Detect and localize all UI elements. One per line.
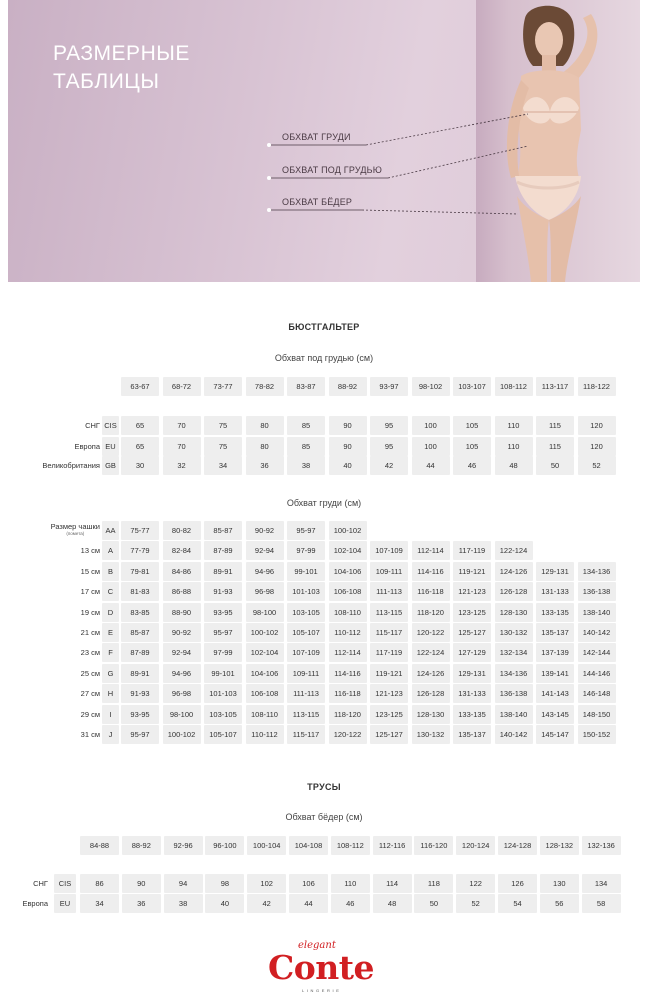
row-label: Великобритания (42, 461, 100, 470)
bust-cell: 100-102 (163, 725, 201, 744)
panties-section-title: ТРУСЫ (307, 782, 341, 792)
bust-cell: 83-85 (121, 603, 159, 622)
bust-cell: 123-125 (370, 705, 408, 724)
bust-cell: 107-109 (287, 643, 325, 662)
logo-sub: LINGERIE (302, 988, 342, 993)
bust-cell: 104-106 (329, 562, 367, 581)
bust-cell: 95-97 (121, 725, 159, 744)
bust-cell: 145-147 (536, 725, 574, 744)
hero-title-line1: РАЗМЕРНЫЕ (53, 42, 190, 65)
row-label-text: 27 см (80, 689, 100, 699)
size-cell: 34 (80, 894, 119, 913)
hip-range-cell: 104-108 (289, 836, 328, 855)
underbust-dot (267, 176, 271, 180)
size-cell: 94 (164, 874, 203, 893)
bust-cell: 91-93 (121, 684, 159, 703)
bust-cell: 81-83 (121, 582, 159, 601)
row-label (81, 725, 100, 744)
underbust-range-cell: 68-72 (163, 377, 201, 396)
row-label-note: (помета) (66, 531, 85, 536)
underbust-range-cell: 108-112 (495, 377, 533, 396)
bust-cell: 112-114 (329, 643, 367, 662)
bust-cell: 133-135 (453, 705, 491, 724)
panties-size-row (0, 894, 648, 913)
cup-code: J (102, 725, 119, 744)
bust-cell: 134-136 (578, 562, 616, 581)
row-code: GB (102, 456, 119, 475)
hip-range-cell: 116-120 (414, 836, 453, 855)
hero-title-line2: ТАБЛИЦЫ (53, 70, 160, 93)
bust-cell: 102-104 (246, 643, 284, 662)
bust-cell: 116-118 (412, 582, 450, 601)
bust-cell: 99-101 (204, 664, 242, 683)
size-cell: 42 (370, 456, 408, 475)
bust-cell: 146-148 (578, 684, 616, 703)
row-label-text: 13 см (80, 546, 100, 556)
size-cell: 95 (370, 416, 408, 435)
bust-label: ОБХВАТ ГРУДИ (282, 132, 351, 142)
hip-range-cell: 132-136 (582, 836, 621, 855)
bust-cell: 125-127 (453, 623, 491, 642)
bust-cell: 105-107 (204, 725, 242, 744)
size-cell: 80 (246, 416, 284, 435)
size-cell: 106 (289, 874, 328, 893)
bust-cell: 128-130 (495, 603, 533, 622)
bust-cell: 101-103 (204, 684, 242, 703)
logo-tagline: elegant (298, 940, 336, 951)
bust-cell: 123-125 (453, 603, 491, 622)
underbust-range-cell: 118-122 (578, 377, 616, 396)
hip-range-cell: 96-100 (205, 836, 244, 855)
size-cell: 75 (204, 437, 242, 456)
bust-cell: 144-146 (578, 664, 616, 683)
size-cell: 75 (204, 416, 242, 435)
bust-cell: 77-79 (121, 541, 159, 560)
bust-cell: 148-150 (578, 705, 616, 724)
bust-cell: 130-132 (495, 623, 533, 642)
size-cell: 36 (246, 456, 284, 475)
row-label (81, 582, 100, 601)
bust-cell: 129-131 (536, 562, 574, 581)
row-label-text: 19 см (80, 607, 100, 617)
row-label-text: 17 см (80, 587, 100, 597)
row-label (51, 522, 100, 541)
row-label: Европа (22, 899, 48, 908)
size-cell: 54 (498, 894, 537, 913)
underbust-header-row (0, 377, 648, 396)
hips-header-row (0, 836, 648, 855)
bust-cell: 130-132 (412, 725, 450, 744)
bust-cell: 105-107 (287, 623, 325, 642)
size-cell: 105 (453, 416, 491, 435)
bust-cell: 141-143 (536, 684, 574, 703)
row-label (81, 623, 100, 642)
cup-code: G (102, 664, 119, 683)
bust-cell: 93-95 (121, 705, 159, 724)
size-cell: 122 (456, 874, 495, 893)
size-cell: 65 (121, 437, 159, 456)
row-label-text: 15 см (80, 566, 100, 576)
hip-range-cell: 120-124 (456, 836, 495, 855)
bust-cell: 95-97 (287, 521, 325, 540)
bust-cell: 126-128 (412, 684, 450, 703)
bra-size-row (0, 437, 648, 456)
bust-cell: 84-86 (163, 562, 201, 581)
size-cell: 134 (582, 874, 621, 893)
row-label (81, 664, 100, 683)
underbust-range-cell: 83-87 (287, 377, 325, 396)
bust-cell: 134-136 (495, 664, 533, 683)
bust-cell: 109-111 (370, 562, 408, 581)
bra-cup-row (0, 623, 648, 642)
bust-cell: 92-94 (246, 541, 284, 560)
bust-cell: 89-91 (121, 664, 159, 683)
underbust-range-cell: 78-82 (246, 377, 284, 396)
bust-cell: 126-128 (495, 582, 533, 601)
cup-code: C (102, 582, 119, 601)
size-cell: 52 (456, 894, 495, 913)
size-cell: 102 (247, 874, 286, 893)
row-label: СНГ (85, 421, 100, 430)
bust-cell: 87-89 (204, 541, 242, 560)
bust-cell: 94-96 (163, 664, 201, 683)
size-cell: 90 (329, 437, 367, 456)
bust-cell: 136-138 (578, 582, 616, 601)
bust-cell: 114-116 (412, 562, 450, 581)
bust-cell: 117-119 (370, 643, 408, 662)
bust-cell: 140-142 (578, 623, 616, 642)
size-cell: 38 (164, 894, 203, 913)
bust-cell: 80-82 (163, 521, 201, 540)
row-code: EU (54, 894, 76, 913)
size-cell: 36 (122, 894, 161, 913)
bra-cup-row (0, 603, 648, 622)
bust-cell: 115-117 (370, 623, 408, 642)
size-cell: 115 (536, 416, 574, 435)
bust-cell: 112-114 (412, 541, 450, 560)
size-cell: 65 (121, 416, 159, 435)
bust-cell: 122-124 (412, 643, 450, 662)
logo-brand: Conte (268, 948, 375, 987)
hips-caption: Обхват бёдер (см) (285, 812, 363, 822)
bust-cell: 89-91 (204, 562, 242, 581)
underbust-range-cell: 93-97 (370, 377, 408, 396)
bust-cell: 113-115 (287, 705, 325, 724)
bust-cell: 85-87 (121, 623, 159, 642)
bust-cell: 121-123 (370, 684, 408, 703)
size-cell: 50 (536, 456, 574, 475)
bust-cell: 117-119 (453, 541, 491, 560)
bust-cell: 122-124 (495, 541, 533, 560)
bust-cell: 127-129 (453, 643, 491, 662)
bust-cell: 111-113 (287, 684, 325, 703)
hip-range-cell: 100-104 (247, 836, 286, 855)
size-cell: 85 (287, 416, 325, 435)
bust-cell: 82-84 (163, 541, 201, 560)
cup-code: AA (102, 521, 119, 540)
underbust-range-cell: 73-77 (204, 377, 242, 396)
size-cell: 98 (205, 874, 244, 893)
row-label-text: 23 см (80, 648, 100, 658)
size-cell: 44 (289, 894, 328, 913)
bust-cell: 124-126 (495, 562, 533, 581)
hip-range-cell: 124-128 (498, 836, 537, 855)
bust-cell: 90-92 (246, 521, 284, 540)
row-label-text: 31 см (80, 730, 100, 739)
bust-cell: 98-100 (246, 603, 284, 622)
row-label (81, 541, 100, 560)
bust-cell: 107-109 (370, 541, 408, 560)
underbust-range-cell: 103-107 (453, 377, 491, 396)
row-label (81, 643, 100, 662)
bust-cell: 131-133 (453, 684, 491, 703)
bust-cell: 100-102 (329, 521, 367, 540)
cup-code: B (102, 562, 119, 581)
bust-cell: 108-110 (246, 705, 284, 724)
bust-cell: 136-138 (495, 684, 533, 703)
hip-range-cell: 84-88 (80, 836, 119, 855)
bra-cup-row (0, 684, 648, 703)
underbust-range-cell: 113-117 (536, 377, 574, 396)
bust-cell: 143-145 (536, 705, 574, 724)
underbust-range-cell: 98-102 (412, 377, 450, 396)
bust-cell: 118-120 (329, 705, 367, 724)
bust-cell: 120-122 (412, 623, 450, 642)
size-cell: 100 (412, 437, 450, 456)
size-cell: 70 (163, 416, 201, 435)
size-cell: 90 (122, 874, 161, 893)
bra-section-title: БЮСТГАЛЬТЕР (288, 322, 360, 332)
size-cell: 95 (370, 437, 408, 456)
size-cell: 48 (373, 894, 412, 913)
row-label (81, 603, 100, 622)
bust-cell: 88-90 (163, 603, 201, 622)
size-cell: 34 (204, 456, 242, 475)
conte-logo (262, 938, 392, 996)
bust-cell: 98-100 (163, 705, 201, 724)
size-cell: 52 (578, 456, 616, 475)
bust-cell: 79-81 (121, 562, 159, 581)
bust-cell: 114-116 (329, 664, 367, 683)
bust-cell: 95-97 (204, 623, 242, 642)
bust-cell: 120-122 (329, 725, 367, 744)
row-label-text: 29 см (80, 709, 100, 719)
size-cell: 110 (495, 416, 533, 435)
row-label: СНГ (33, 879, 48, 888)
size-cell: 40 (329, 456, 367, 475)
size-cell: 90 (329, 416, 367, 435)
size-cell: 46 (331, 894, 370, 913)
bra-size-row (0, 416, 648, 435)
underbust-range-cell: 88-92 (329, 377, 367, 396)
bust-cell: 106-108 (329, 582, 367, 601)
size-cell: 120 (578, 437, 616, 456)
bust-cell: 125-127 (370, 725, 408, 744)
bra-cup-row (0, 562, 648, 581)
size-cell: 114 (373, 874, 412, 893)
bust-cell: 133-135 (536, 603, 574, 622)
underbust-caption: Обхват под грудью (см) (274, 353, 374, 363)
size-cell: 70 (163, 437, 201, 456)
bust-cell: 96-98 (163, 684, 201, 703)
bust-cell: 137-139 (536, 643, 574, 662)
hero-banner (8, 0, 640, 282)
cup-code: A (102, 541, 119, 560)
hip-range-cell: 88-92 (122, 836, 161, 855)
bust-cell: 109-111 (287, 664, 325, 683)
bra-cup-row (0, 705, 648, 724)
bust-cell: 103-105 (204, 705, 242, 724)
bust-cell: 106-108 (246, 684, 284, 703)
bust-cell: 100-102 (246, 623, 284, 642)
size-cell: 46 (453, 456, 491, 475)
hip-range-cell: 128-132 (540, 836, 579, 855)
bust-cell: 94-96 (246, 562, 284, 581)
bust-cell: 150-152 (578, 725, 616, 744)
bust-cell: 135-137 (536, 623, 574, 642)
size-cell: 120 (578, 416, 616, 435)
bust-cell: 138-140 (495, 705, 533, 724)
row-label (81, 684, 100, 703)
size-cell: 118 (414, 874, 453, 893)
row-code: EU (102, 437, 119, 456)
underbust-range-cell: 63-67 (121, 377, 159, 396)
bust-cell: 124-126 (412, 664, 450, 683)
row-label: Европа (74, 442, 100, 451)
row-label-text: Размер чашки (50, 522, 100, 531)
bust-cell: 86-88 (163, 582, 201, 601)
bust-cell: 138-140 (578, 603, 616, 622)
bust-cell: 104-106 (246, 664, 284, 683)
row-code: CIS (102, 416, 119, 435)
size-cell: 38 (287, 456, 325, 475)
bra-cup-row (0, 521, 648, 540)
bra-cup-row (0, 582, 648, 601)
bust-caption: Обхват груди (см) (286, 498, 362, 508)
bra-cup-row (0, 664, 648, 683)
underbust-label: ОБХВАТ ПОД ГРУДЬЮ (282, 165, 383, 175)
bust-cell: 142-144 (578, 643, 616, 662)
row-label-text: 21 см (80, 628, 100, 637)
size-cell: 40 (205, 894, 244, 913)
size-cell: 56 (540, 894, 579, 913)
bust-cell: 108-110 (329, 603, 367, 622)
row-label (81, 562, 100, 581)
bust-cell: 91-93 (204, 582, 242, 601)
hips-dot (267, 208, 271, 212)
bust-cell: 139-141 (536, 664, 574, 683)
cup-code: H (102, 684, 119, 703)
bust-cell: 96-98 (246, 582, 284, 601)
bust-cell: 85-87 (204, 521, 242, 540)
cup-code: D (102, 603, 119, 622)
hip-range-cell: 92-96 (164, 836, 203, 855)
bust-cell: 140-142 (495, 725, 533, 744)
hip-range-cell: 108-112 (331, 836, 370, 855)
bust-cell: 75-77 (121, 521, 159, 540)
size-cell: 110 (331, 874, 370, 893)
size-cell: 115 (536, 437, 574, 456)
cup-code: E (102, 623, 119, 642)
size-cell: 86 (80, 874, 119, 893)
size-cell: 58 (582, 894, 621, 913)
hip-range-cell: 112-116 (373, 836, 412, 855)
size-cell: 110 (495, 437, 533, 456)
bust-cell: 110-112 (246, 725, 284, 744)
size-cell: 126 (498, 874, 537, 893)
size-cell: 42 (247, 894, 286, 913)
bust-cell: 97-99 (204, 643, 242, 662)
bust-dot (267, 143, 271, 147)
bust-cell: 90-92 (163, 623, 201, 642)
bust-cell: 111-113 (370, 582, 408, 601)
bust-cell: 129-131 (453, 664, 491, 683)
hips-label: ОБХВАТ БЁДЕР (282, 197, 353, 207)
row-label-text: 25 см (80, 668, 100, 678)
size-cell: 30 (121, 456, 159, 475)
bust-cell: 119-121 (453, 562, 491, 581)
bust-cell: 99-101 (287, 562, 325, 581)
size-cell: 105 (453, 437, 491, 456)
bust-cell: 115-117 (287, 725, 325, 744)
size-cell: 44 (412, 456, 450, 475)
bust-cell: 103-105 (287, 603, 325, 622)
cup-code: F (102, 643, 119, 662)
bust-cell: 93-95 (204, 603, 242, 622)
bra-cup-row (0, 541, 648, 560)
bust-cell: 118-120 (412, 603, 450, 622)
size-cell: 80 (246, 437, 284, 456)
bust-cell: 121-123 (453, 582, 491, 601)
bust-cell: 119-121 (370, 664, 408, 683)
bust-cell: 116-118 (329, 684, 367, 703)
size-cell: 85 (287, 437, 325, 456)
bust-cell: 128-130 (412, 705, 450, 724)
size-cell: 50 (414, 894, 453, 913)
size-cell: 32 (163, 456, 201, 475)
bust-cell: 97-99 (287, 541, 325, 560)
bust-cell: 113-115 (370, 603, 408, 622)
bust-cell: 110-112 (329, 623, 367, 642)
bust-cell: 87-89 (121, 643, 159, 662)
bust-cell: 135-137 (453, 725, 491, 744)
bust-cell: 92-94 (163, 643, 201, 662)
bust-cell: 102-104 (329, 541, 367, 560)
bust-cell: 131-133 (536, 582, 574, 601)
row-code: CIS (54, 874, 76, 893)
size-cell: 48 (495, 456, 533, 475)
size-cell: 130 (540, 874, 579, 893)
bust-cell: 101-103 (287, 582, 325, 601)
bra-cup-row (0, 725, 648, 744)
bra-size-row (0, 456, 648, 475)
size-cell: 100 (412, 416, 450, 435)
bust-cell: 132-134 (495, 643, 533, 662)
row-label (81, 705, 100, 724)
bra-cup-row (0, 643, 648, 662)
panties-size-row (0, 874, 648, 893)
cup-code: I (102, 705, 119, 724)
